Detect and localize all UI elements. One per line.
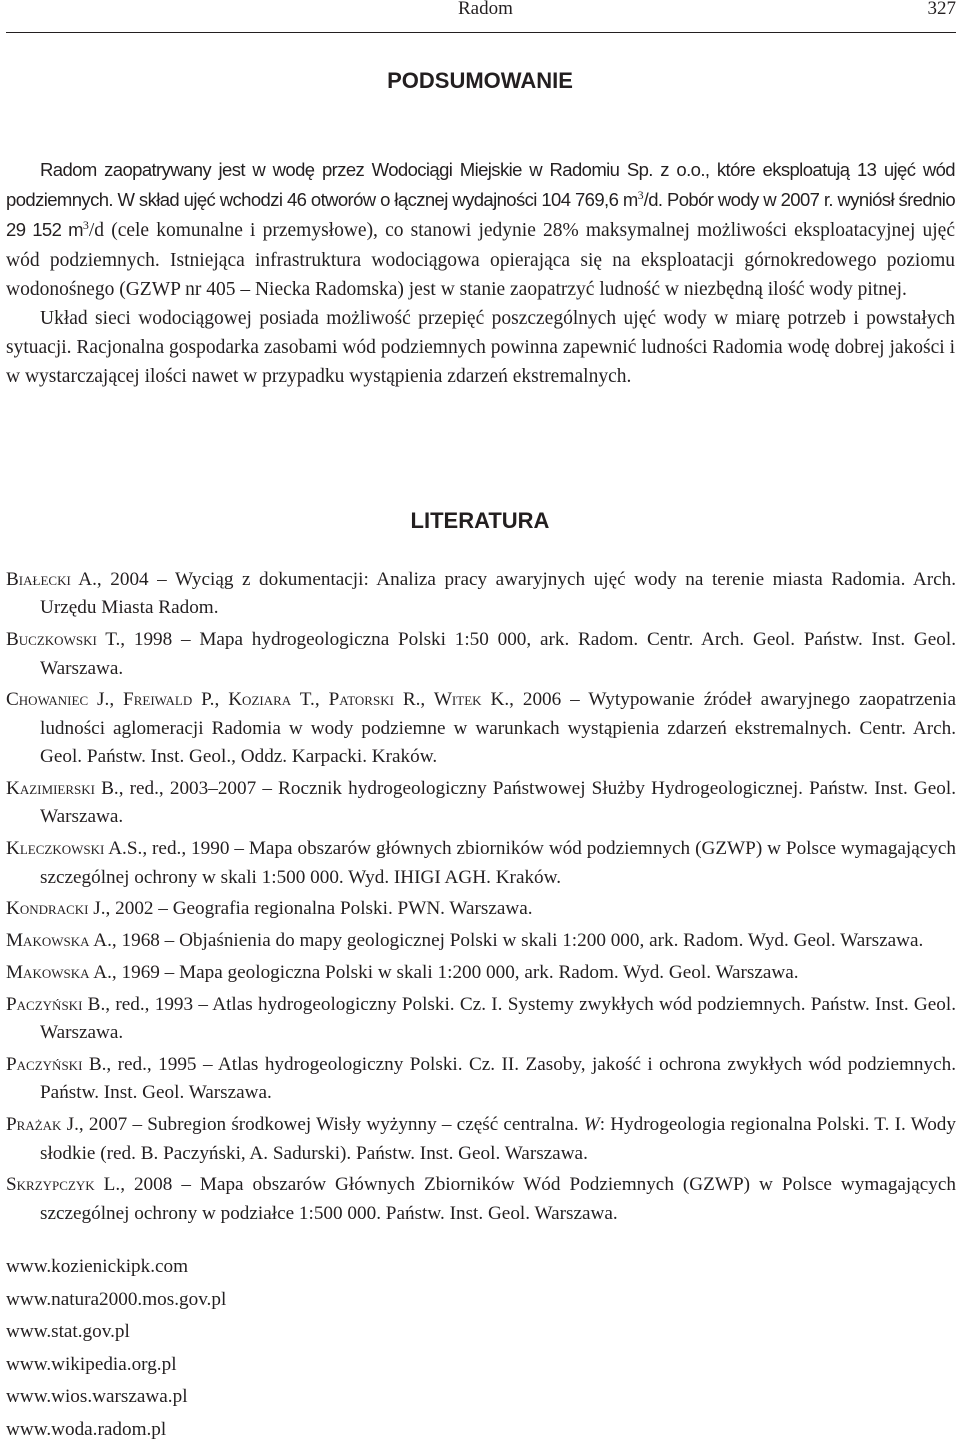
reference-text: , 2008 – Mapa obszarów Głównych Zbiorników Wód Podziemnych (GZWP) w Polsce wymagających szczególnej ochrony w podziałce 1:500 000. Państw. Inst. Geol. Warszawa. (40, 1174, 956, 1223)
reference-author: Białecki A. (6, 569, 97, 590)
reference-author: Prażak J. (6, 1114, 79, 1135)
summary-paragraph-2: Układ sieci wodociągowej posiada możliwość przepięć poszczególnych ujęć wody w miarę potrzeb i powstałych sytuacji. Racjonalna gospodarka zasobami wód podziemnych powinna zapewnić ludności Radomia wodę dobrej jakości i w wystarczającej ilości nawet w przypadku wystąpienia zdarzeń ekstremalnych. (6, 304, 955, 392)
url-list (6, 1251, 226, 1446)
references-list (6, 566, 956, 1232)
reference-text: , 1998 – Mapa hydrogeologiczna Polski 1:50 000, ark. Radom. Centr. Arch. Geol. Państw. Inst. Geol. Warszawa. (40, 629, 956, 678)
reference-url: www.kozienickipk.com (6, 1251, 226, 1284)
reference-text: , 2006 – Wytypowanie źródeł awaryjnego zaopatrzenia ludności aglomeracji Radomia w wody podziemne w warunkach wystąpienia zdarzeń ekstremalnych. Centr. Arch. Geol. Państw. Inst. Geol., Oddz. Karpacki. Kraków. (40, 689, 956, 767)
reference-author: Paczyński B. (6, 1054, 106, 1075)
superscript: 3 (638, 188, 644, 202)
reference-text: , 2004 – Wyciąg z dokumentacji: Analiza pracy awaryjnych ujęć wody na terenie miasta Radomia. Arch. Urzędu Miasta Radom. (40, 569, 956, 618)
reference-author: Kleczkowski A.S. (6, 838, 142, 859)
reference-url: www.stat.gov.pl (6, 1316, 226, 1349)
reference-text: , 1969 – Mapa geologiczna Polski w skali 1:200 000, ark. Radom. Wyd. Geol. Warszawa. (112, 962, 799, 983)
reference-text-continued: : Hydrogeologia regionalna Polski. T. I. Wody słodkie (red. B. Paczyński, A. Sadurski). Państw. Inst. Geol. Warszawa. (40, 1114, 956, 1163)
reference-item (6, 1051, 956, 1108)
running-header (6, 0, 956, 33)
reference-author: Buczkowski T. (6, 629, 120, 650)
reference-item (6, 566, 956, 623)
reference-item (6, 686, 956, 771)
reference-text: , red., 1995 – Atlas hydrogeologiczny Polski. Cz. II. Zasoby, jakość i ochrona zwykłych wód podziemnych. Państw. Inst. Geol. Warszawa. (40, 1054, 956, 1103)
summary-paragraph-1 (6, 155, 955, 304)
reference-item (6, 835, 956, 892)
reference-item (6, 991, 956, 1048)
reference-text: , red., 1993 – Atlas hydrogeologiczny Polski. Cz. I. Systemy zwykłych wód podziemnych. Państw. Inst. Geol. Warszawa. (40, 994, 956, 1043)
reference-text: , 2007 – Subregion środkowej Wisły wyżynny – część centralna. (79, 1114, 584, 1135)
reference-author: Kondracki J. (6, 898, 106, 919)
reference-item (6, 1171, 956, 1228)
superscript: 3 (83, 218, 89, 232)
reference-author: Skrzypczyk L. (6, 1174, 120, 1195)
reference-url: www.woda.radom.pl (6, 1414, 226, 1446)
reference-item (6, 895, 956, 923)
references-heading: LITERATURA (0, 508, 960, 534)
reference-item (6, 959, 956, 987)
reference-author: Paczyński B. (6, 994, 105, 1015)
reference-url: www.natura2000.mos.gov.pl (6, 1284, 226, 1317)
running-title: Radom (458, 0, 513, 18)
reference-item (6, 775, 956, 832)
reference-author: Makowska A. (6, 930, 112, 951)
reference-author: Makowska A. (6, 962, 112, 983)
summary-text-1: Radom zaopatrywany jest w wodę przez Wodociągi Miejskie w Radomiu Sp. z o.o., które eksploatują 13 ujęć wód podziemnych. W skład ujęć wchodzi 46 otworów o łącznej wydajności 104 769,6 m (6, 159, 955, 210)
reference-url: www.wios.warszawa.pl (6, 1381, 226, 1414)
reference-item (6, 1111, 956, 1168)
summary-heading: PODSUMOWANIE (0, 68, 960, 94)
reference-item (6, 626, 956, 683)
summary-text-1-end: /d. Pobór wody w 2007 r. wyniósł średnio 29 152 m (6, 189, 955, 240)
reference-text: , 2002 – Geografia regionalna Polski. PWN. Warszawa. (106, 898, 533, 919)
reference-italic: W (584, 1114, 600, 1135)
summary-section (6, 155, 955, 392)
reference-author: Chowaniec J., Freiwald P., Koziara T., Patorski R., Witek K. (6, 689, 509, 710)
page-number: 327 (928, 0, 957, 18)
reference-text: , red., 1990 – Mapa obszarów głównych zbiorników wód podziemnych (GZWP) w Polsce wymagających szczególnej ochrony w skali 1:500 000. Wyd. IHIGI AGH. Kraków. (40, 838, 956, 887)
reference-item (6, 927, 956, 955)
summary-text-1b: /d (cele komunalne i przemysłowe), co stanowi jedynie 28% maksymalnej możliwości eksploatacyjnej ujęć wód podziemnych. Istniejąca infrastruktura wodociągowa opierająca się na eksploatacji górnokredowego poziomu wodonośnego (GZWP nr 405 – Niecka Radomska) jest w stanie zaopatrzyć ludność w niezbędną ilość wody pitnej. (6, 220, 955, 299)
reference-author: Kazimierski B. (6, 778, 119, 799)
reference-url: www.wikipedia.org.pl (6, 1349, 226, 1382)
reference-text: , red., 2003–2007 – Rocznik hydrogeologiczny Państwowej Służby Hydrogeologicznej. Państw. Inst. Geol. Warszawa. (40, 778, 956, 827)
reference-text: , 1968 – Objaśnienia do mapy geologicznej Polski w skali 1:200 000, ark. Radom. Wyd. Geol. Warszawa. (112, 930, 923, 951)
